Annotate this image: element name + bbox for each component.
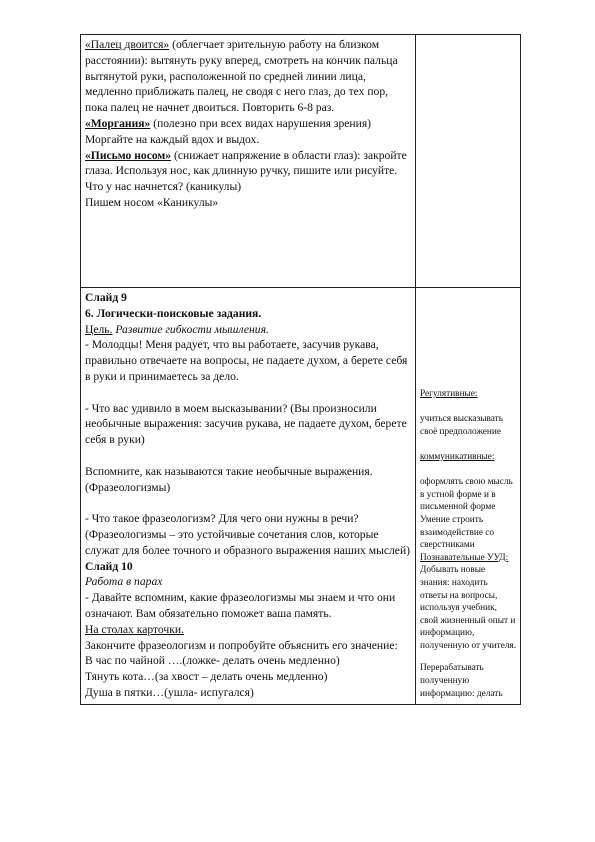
activity-cell (81, 288, 416, 705)
spacer (85, 385, 412, 401)
table-row (81, 288, 521, 705)
spacer (420, 438, 517, 451)
regulative-text: учиться высказывать своё предположение (420, 414, 503, 437)
exercise-title: «Палец двоится» (85, 38, 170, 51)
paragraph: Закончите фразеологизм и попробуйте объяснить его значение: (85, 638, 398, 652)
communicative-text: оформлять свою мысль в устной форме и в письменной форме Умение строить взаимодействие со сверстниками (420, 477, 513, 551)
paragraph: Вспомните, как называются такие необычные выражения. (Фразеологизмы) (85, 464, 373, 494)
goal-label: Цель. (85, 322, 113, 336)
exercise-line: Моргайте на каждый вдох и выдох. (85, 132, 260, 146)
exercise-finger (85, 37, 412, 116)
slide-label: Слайд 9 (85, 291, 127, 304)
exercise-text: (снижает напряжение в области глаз): закройте глаза. Используя нос, как длинную ручку, пишите или рисуйте. (85, 148, 407, 178)
paragraph: - Давайте вспомним, какие фразеологизмы мы знаем и что они означают. Вам обязательно поможет ваша память. (85, 591, 396, 620)
skills-cell (416, 288, 521, 705)
question-text: Что у нас начнется? (каникулы) (85, 180, 242, 194)
phrase-item: В час по чайной ….(ложке- делать очень медленно) (85, 654, 340, 668)
spacer (420, 290, 517, 388)
processing-text: Перерабатывать полученную информацию: делать (420, 663, 503, 699)
regulative-label: Регулятивные: (420, 389, 478, 399)
communicative-label: коммуникативные: (420, 451, 495, 462)
phrase-item: Тянуть кота…(за хвост – делать очень медленно) (85, 670, 328, 684)
skills-cell (416, 35, 521, 288)
goal-line (85, 322, 412, 338)
exercise-title: «Письмо носом» (85, 148, 172, 162)
task-heading: 6. Логически-поисковые задания. (85, 306, 262, 320)
table-row (81, 35, 521, 288)
slide-label: Слайд 10 (85, 559, 133, 573)
activity-cell (81, 35, 416, 288)
exercise-text: (облегчает зрительную работу на близком расстоянии): вытянуть руку вперед, смотреть на кончик пальца вытянутой руки, расположенной по средней линии лица, медленно приближать палец, не сводя с него глаз, до тех пор, пока палец не начнет двоиться. Повторить 6-8 раз. (85, 38, 398, 115)
paragraph: - Молодцы! Меня радует, что вы работаете, засучив рукава, правильно отвечаете на вопросы, не падаете духом, а берете себя в руки и принимаетесь за дело. (85, 338, 408, 383)
spacer (420, 401, 517, 414)
spacer (420, 464, 517, 477)
paragraph: - Что вас удивило в моем высказывании? (Вы произносили необычные выражения: засучив рукава, не падаете духом, берете себя в руки) (85, 401, 407, 447)
exercise-title: «Моргания» (85, 116, 151, 130)
exercise-nose-writing (85, 148, 412, 180)
goal-text: Развитие гибкости мышления. (112, 322, 269, 336)
spacer (420, 652, 517, 662)
answer-text: Пишем носом «Каникулы» (85, 195, 219, 209)
lesson-plan-table (80, 34, 521, 705)
pairs-heading: Работа в парах (85, 575, 163, 589)
paragraph: - Что такое фразеологизм? Для чего они нужны в речи? (Фразеологизмы – это устойчивые сочетания слов, которые служат для более точного и образного выражения наших мыслей) (85, 512, 411, 557)
exercise-blinking (85, 116, 412, 132)
exercise-text: (полезно при всех видах нарушения зрения) (150, 116, 372, 130)
phrase-item: Душа в пятки…(ушла- испугался) (85, 685, 254, 699)
cognitive-text: Добывать новые знания: находить ответы на вопросы, используя учебник, свой жизненный опыт и информацию, полученную от учителя. (420, 565, 517, 651)
spacer (85, 495, 412, 511)
cognitive-label: Познавательные УУД: (420, 552, 509, 563)
cards-note: На столах карточки. (85, 622, 184, 636)
spacer (85, 448, 412, 464)
